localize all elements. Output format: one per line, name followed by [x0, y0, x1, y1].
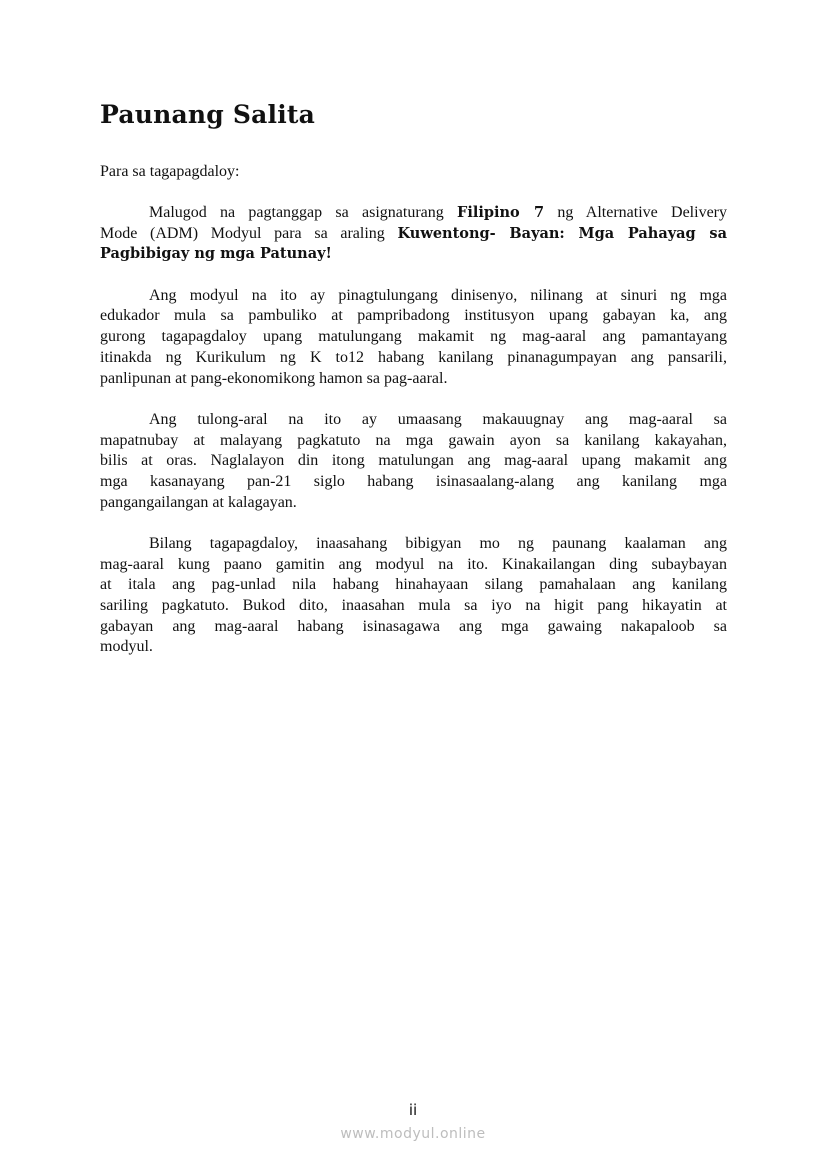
text-line: at itala ang pag-unlad nila habang hinahayaan silang pamahalaan ang kanilang — [100, 576, 727, 594]
paragraph-facilitator — [100, 534, 727, 658]
text-line — [100, 224, 727, 245]
text-line: Bilang tagapagdaloy, inaasahang bibigyan mo ng paunang kaalaman ang — [149, 535, 727, 552]
subject-name: Filipino 7 — [457, 204, 545, 221]
paragraph-learning-aid — [100, 410, 727, 513]
text-line: bilis at oras. Naglalayon din itong matulungan ang mag-aaral upang makamit ang — [100, 452, 727, 470]
text-line: panlipunan at pang-ekonomikong hamon sa pag-aaral. — [100, 369, 448, 387]
greeting: Para sa tagapagdaloy: — [100, 163, 240, 180]
document-body — [100, 203, 727, 679]
text-line: mga kasanayang pan-21 siglo habang isinasaalang-alang ang kanilang mga — [100, 472, 727, 490]
page-title: Paunang Salita — [100, 100, 316, 129]
text-line — [100, 244, 727, 265]
paragraph-welcome — [100, 203, 727, 265]
text-line: sariling pagkatuto. Bukod dito, inaasahan mula sa iyo na higit pang hikayatin at — [100, 597, 727, 615]
text-line: itinakda ng Kurikulum ng K to12 habang kanilang pinanagumpayan ang pansarili, — [100, 348, 727, 366]
text-span: Malugod na pagtanggap sa asignaturang — [149, 204, 458, 221]
text-line: pangangailangan at kalagayan. — [100, 493, 297, 511]
text-span: ng Alternative Delivery — [544, 204, 728, 221]
text-line: Ang tulong-aral na ito ay umaasang makauugnay ang mag-aaral sa — [149, 410, 727, 428]
text-line: gabayan ang mag-aaral habang isinasagawa ang mga gawaing nakapaloob sa — [100, 617, 727, 635]
text-line: edukador mula sa pambuliko at pampribadong institusyon upang gabayan ka, ang — [100, 307, 727, 325]
page-number: ii — [408, 1101, 418, 1119]
text-line — [100, 203, 727, 224]
text-line: modyul. — [100, 638, 153, 656]
text-line: Ang modyul na ito ay pinagtulungang dinisenyo, nilinang at sinuri ng mga — [149, 286, 727, 304]
lesson-title: Kuwentong- Bayan: Mga Pahayag sa — [397, 224, 727, 242]
text-line: gurong tagapagdaloy upang matulungang makamit ng mag-aaral ang pamantayang — [100, 328, 727, 346]
text-span: Mode (ADM) Modyul para sa araling — [100, 224, 398, 242]
text-line: mag-aaral kung paano gamitin ang modyul na ito. Kinakailangan ding subaybayan — [100, 555, 727, 573]
text-line: mapatnubay at malayang pagkatuto na mga gawain ayon sa kanilang kakayahan, — [100, 431, 727, 449]
lesson-title-cont: Pagbibigay ng mga Patunay! — [100, 245, 332, 263]
paragraph-module — [100, 286, 727, 389]
watermark: www.modyul.online — [340, 1126, 486, 1142]
